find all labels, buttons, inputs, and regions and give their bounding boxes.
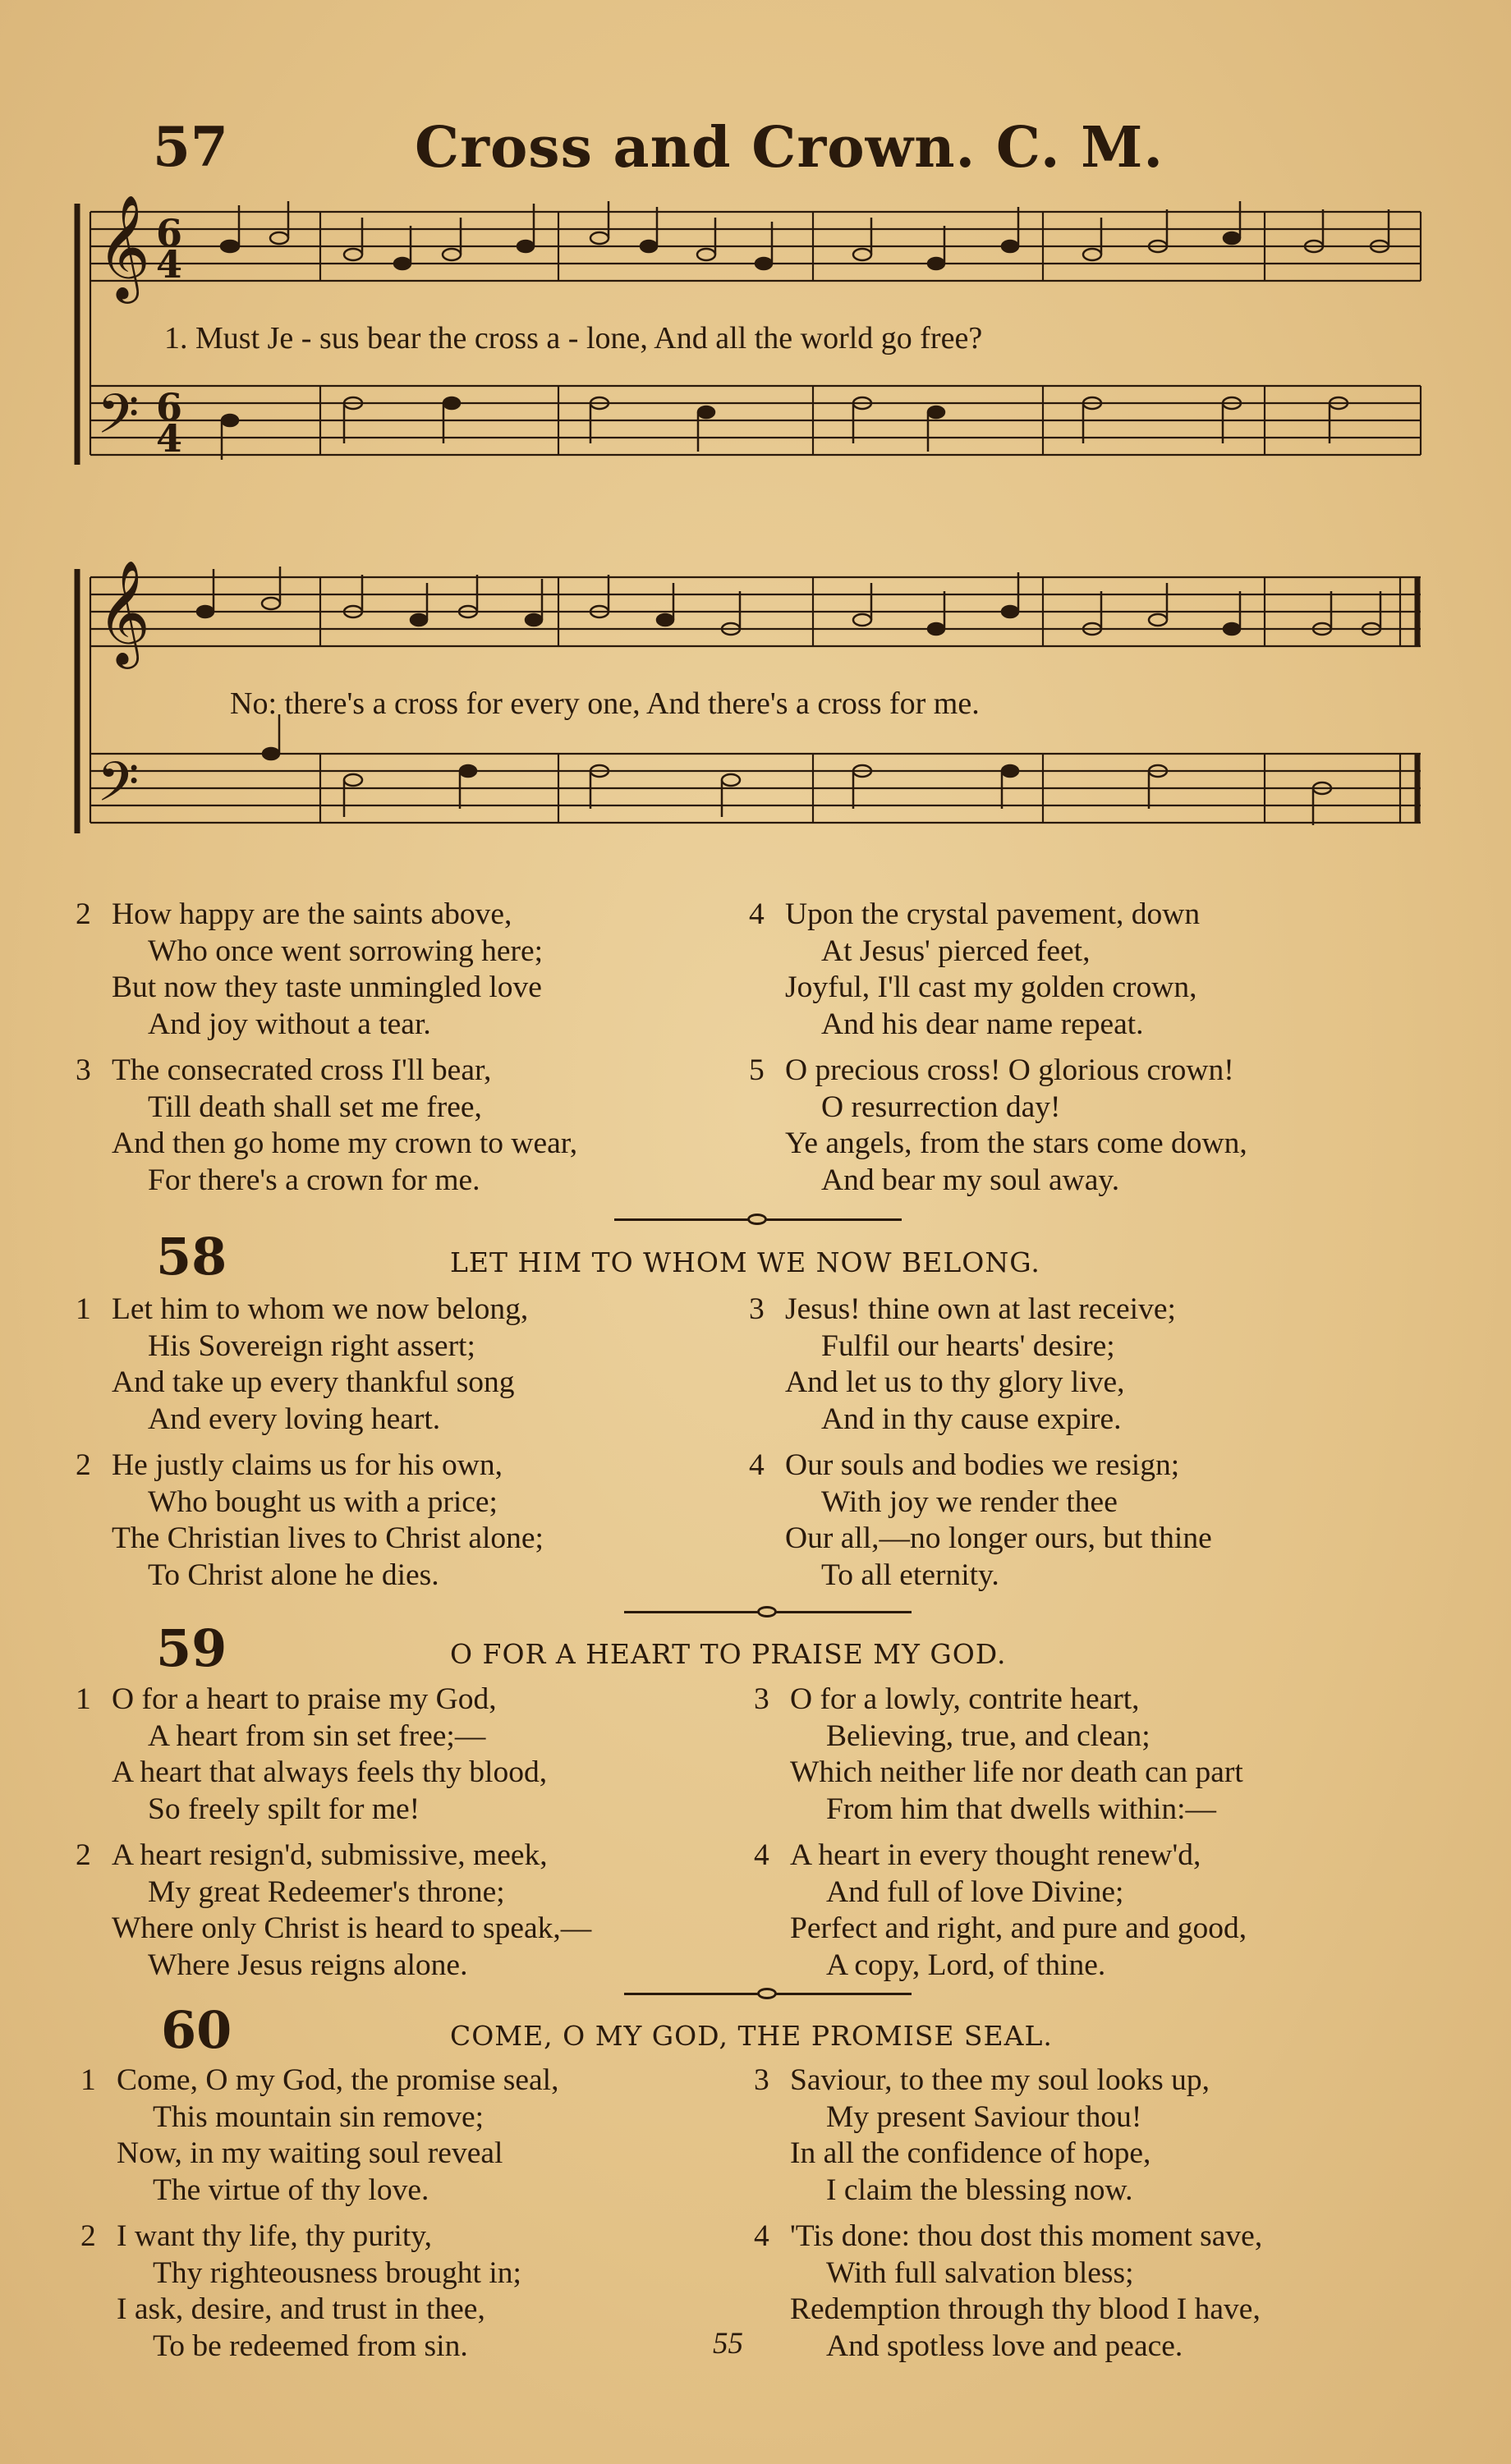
verse-line: The consecrated cross I'll bear, (112, 1053, 492, 1087)
verse-line: And full of love Divine; (826, 1874, 1124, 1909)
verse-line: Till death shall set me free, (148, 1090, 482, 1124)
verse-number: 4 (749, 897, 765, 931)
verse-line: My great Redeemer's throne; (148, 1874, 505, 1909)
verse-line: A heart from sin set free;— (148, 1718, 486, 1753)
hymn-number: 59 (156, 1618, 227, 1678)
verse-line: O for a heart to praise my God, (112, 1682, 497, 1716)
verse-line: Jesus! thine own at last receive; (785, 1292, 1176, 1326)
verse-line: To be redeemed from sin. (153, 2329, 468, 2363)
verse-line: A heart in every thought renew'd, (790, 1838, 1201, 1872)
verse-number: 3 (754, 2063, 769, 2097)
verse-line: Believing, true, and clean; (826, 1718, 1150, 1753)
verse-line: Our souls and bodies we resign; (785, 1448, 1180, 1482)
hymn57-left-column (76, 897, 578, 1209)
verse-line: Now, in my waiting soul reveal (117, 2136, 503, 2170)
verse (754, 1838, 1247, 1984)
verse-line: With joy we render thee (821, 1484, 1118, 1519)
hymn59-stanzas (0, 1682, 1511, 1994)
hymn60-header (0, 2000, 1511, 2061)
verse-line: Saviour, to thee my soul looks up, (790, 2063, 1210, 2097)
verse-line: My present Saviour thou! (826, 2099, 1142, 2134)
verse-number: 2 (76, 1838, 91, 1872)
svg-text:6: 6 (156, 211, 183, 255)
section-divider (614, 1211, 902, 1227)
verse-line: Fulfil our hearts' desire; (821, 1328, 1115, 1363)
verse (749, 1292, 1212, 1438)
verse-line: Which neither life nor death can part (790, 1755, 1243, 1789)
hymn57-stanzas (0, 897, 1511, 1209)
verse-line: A copy, Lord, of thine. (826, 1948, 1106, 1982)
lyric-line-1: 1. Must Je - sus bear the cross a - lone, And all the world go free? (164, 321, 983, 356)
verse-number: 2 (80, 2219, 96, 2253)
svg-text:𝄢: 𝄢 (97, 750, 140, 827)
verse (76, 1448, 544, 1594)
verse-number: 1 (80, 2063, 96, 2097)
verse-line: The virtue of thy love. (153, 2173, 429, 2207)
hymn58-header (0, 1227, 1511, 1287)
verse-line: Where only Christ is heard to speak,— (112, 1911, 592, 1945)
verse-line: And bear my soul away. (821, 1163, 1120, 1197)
svg-text:𝄞: 𝄞 (97, 559, 151, 664)
verse-number: 2 (76, 897, 91, 931)
hymn59-header (0, 1618, 1511, 1679)
section-divider (624, 1604, 912, 1620)
verse-line: Where Jesus reigns alone. (148, 1948, 468, 1982)
hymn60-left-column (80, 2063, 559, 2375)
verse-line: And every loving heart. (148, 1402, 441, 1436)
verse (76, 1838, 592, 1984)
page-number: 55 (713, 2327, 743, 2361)
verse-line: But now they taste unmingled love (112, 970, 542, 1004)
verse-line: Ye angels, from the stars come down, (785, 1126, 1247, 1160)
music-system-2 (74, 559, 1429, 858)
verse-line: To Christ alone he dies. (148, 1558, 439, 1592)
verse-line: In all the confidence of hope, (790, 2136, 1151, 2170)
hymn58-right-column (749, 1292, 1212, 1604)
svg-text:𝄢: 𝄢 (97, 383, 140, 459)
verse-line: A heart resign'd, submissive, meek, (112, 1838, 548, 1872)
verse-line: 'Tis done: thou dost this moment save, (790, 2219, 1263, 2253)
svg-text:6: 6 (156, 385, 183, 429)
verse-line: Perfect and right, and pure and good, (790, 1911, 1247, 1945)
verse-line: Redemption through thy blood I have, (790, 2292, 1261, 2326)
verse-line: For there's a crown for me. (148, 1163, 480, 1197)
verse-number: 3 (76, 1053, 91, 1087)
verse-line: And take up every thankful song (112, 1365, 515, 1399)
verse-line: O precious cross! O glorious crown! (785, 1053, 1234, 1087)
hymn-title: LET HIM TO WHOM WE NOW BELONG. (450, 1246, 1040, 1278)
verse-number: 1 (76, 1682, 91, 1716)
verse-line: Our all,—no longer ours, but thine (785, 1521, 1212, 1555)
hymn60-right-column (754, 2063, 1263, 2375)
verse-line: Who bought us with a price; (148, 1484, 498, 1519)
verse-line: I want thy life, thy purity, (117, 2219, 432, 2253)
svg-text:𝄞: 𝄞 (97, 194, 151, 299)
verse (76, 1053, 578, 1199)
hymn-number: 58 (156, 1227, 227, 1287)
svg-text:4: 4 (156, 416, 183, 461)
verse-number: 3 (754, 1682, 769, 1716)
verse-line: Who once went sorrowing here; (148, 934, 544, 968)
verse (754, 1682, 1247, 1828)
hymn-number: 60 (161, 2000, 232, 2060)
music-system-1 (74, 194, 1429, 493)
verse-line: Let him to whom we now belong, (112, 1292, 529, 1326)
hymn59-right-column (754, 1682, 1247, 1994)
verse-number: 4 (754, 1838, 769, 1872)
svg-text:4: 4 (156, 242, 183, 287)
verse-line: I ask, desire, and trust in thee, (117, 2292, 485, 2326)
hymn59-left-column (76, 1682, 592, 1994)
verse (80, 2219, 558, 2365)
verse-line: O for a lowly, contrite heart, (790, 1682, 1140, 1716)
verse-line: The Christian lives to Christ alone; (112, 1521, 544, 1555)
verse (76, 1292, 544, 1438)
hymn60-stanzas (0, 2063, 1511, 2375)
hymn-number: 57 (153, 115, 228, 179)
verse-line: And in thy cause expire. (821, 1402, 1122, 1436)
verse-line: Come, O my God, the promise seal, (117, 2063, 559, 2097)
hymn58-stanzas (0, 1292, 1511, 1604)
section-divider (624, 1985, 912, 2002)
hymn-header (0, 115, 1511, 189)
verse-line: O resurrection day! (821, 1090, 1061, 1124)
verse-line: From him that dwells within:— (826, 1792, 1216, 1826)
verse (749, 1053, 1247, 1199)
verse-line: With full salvation bless; (826, 2255, 1134, 2290)
verse (76, 897, 577, 1043)
verse-line: And his dear name repeat. (821, 1007, 1144, 1041)
verse (76, 1682, 591, 1828)
verse-line: At Jesus' pierced feet, (821, 934, 1091, 968)
verse-line: Joyful, I'll cast my golden crown, (785, 970, 1197, 1004)
verse-line: And then go home my crown to wear, (112, 1126, 578, 1160)
verse-number: 2 (76, 1448, 91, 1482)
verse-line: This mountain sin remove; (153, 2099, 485, 2134)
verse (80, 2063, 559, 2209)
verse-line: To all eternity. (821, 1558, 999, 1592)
verse-line: A heart that always feels thy blood, (112, 1755, 548, 1789)
hymn-title: Cross and Crown. C. M. (415, 115, 1164, 181)
verse (754, 2219, 1263, 2365)
verse-number: 1 (76, 1292, 91, 1326)
hymn58-left-column (76, 1292, 544, 1604)
verse-line: And let us to thy glory live, (785, 1365, 1125, 1399)
verse (749, 897, 1247, 1043)
verse-line: And spotless love and peace. (826, 2329, 1183, 2363)
verse-number: 4 (754, 2219, 769, 2253)
verse (749, 1448, 1212, 1594)
verse-line: Thy righteousness brought in; (153, 2255, 521, 2290)
verse (754, 2063, 1262, 2209)
verse-line: And joy without a tear. (148, 1007, 431, 1041)
verse-number: 4 (749, 1448, 765, 1482)
verse-line: Upon the crystal pavement, down (785, 897, 1201, 931)
verse-number: 5 (749, 1053, 765, 1087)
hymn-title: O FOR A HEART TO PRAISE MY GOD. (450, 1638, 1007, 1670)
verse-line: So freely spilt for me! (148, 1792, 420, 1826)
hymn57-right-column (749, 897, 1247, 1209)
verse-line: He justly claims us for his own, (112, 1448, 503, 1482)
verse-number: 3 (749, 1292, 765, 1326)
hymn-title: COME, O MY GOD, THE PROMISE SEAL. (450, 2020, 1053, 2052)
verse-line: How happy are the saints above, (112, 897, 512, 931)
verse-line: His Sovereign right assert; (148, 1328, 475, 1363)
lyric-line-2: No: there's a cross for every one, And there's a cross for me. (230, 686, 980, 721)
verse-line: I claim the blessing now. (826, 2173, 1133, 2207)
